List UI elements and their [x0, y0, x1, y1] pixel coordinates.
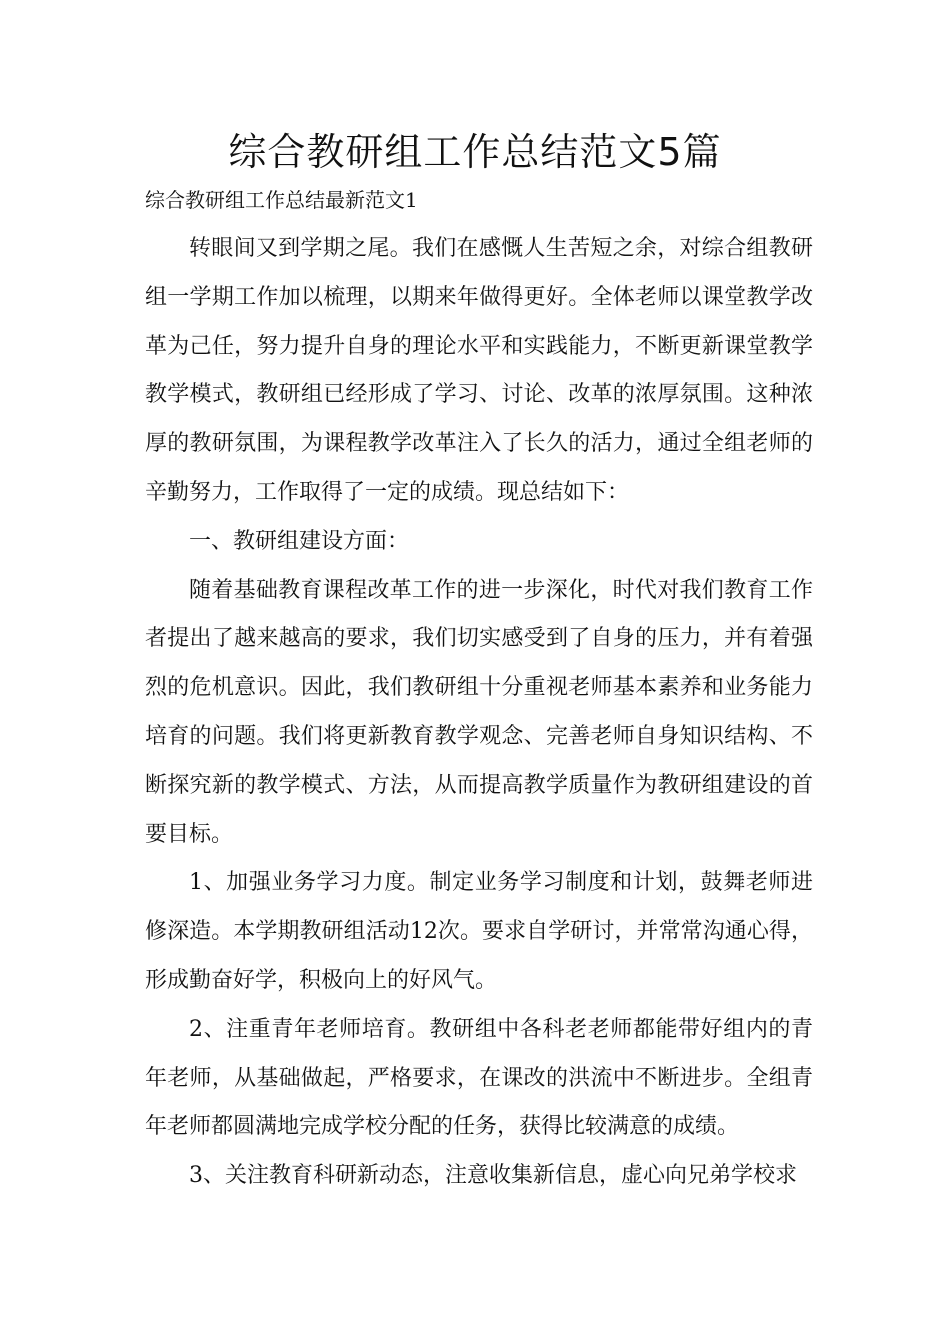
paragraph-item-2: 2、注重青年老师培育。教研组中各科老老师都能带好组内的青年老师，从基础做起，严格要求，在课改的洪流中不断进步。全组青年老师都圆满地完成学校分配的任务，获得比较满意的成绩。	[145, 1016, 813, 1140]
document-title: 综合教研组工作总结范文5篇	[228, 130, 722, 174]
section-heading: 一、教研组建设方面：	[189, 528, 410, 554]
paragraph-item-1: 1、加强业务学习力度。制定业务学习制度和计划，鼓舞老师进修深造。本学期教研组活动12次。要求自学研讨，并常常沟通心得，形成勤奋好学，积极向上的好风气。	[145, 870, 813, 993]
paragraph-intro: 转眼间又到学期之尾。我们在感慨人生苦短之余，对综合组教研组一学期工作加以梳理，以期来年做得更好。全体老师以课堂教学改革为己任，努力提升自身的理论水平和实践能力，不断更新课堂教学教学模式，教研组已经形成了学习、讨论、改革的浓厚氛围。这种浓厚的教研氛围，为课程教学改革注入了长久的活力，通过全组老师的辛勤努力，工作取得了一定的成绩。现总结如下：	[145, 236, 813, 505]
document-body	[145, 225, 813, 1201]
document-subtitle: 综合教研组工作总结最新范文1	[145, 188, 418, 212]
paragraph-section-1: 随着基础教育课程改革工作的进一步深化，时代对我们教育工作者提出了越来越高的要求，我们切实感受到了自身的压力，并有着强烈的危机意识。因此，我们教研组十分重视老师基本素养和业务能力培育的问题。我们将更新教育教学观念、完善老师自身知识结构、不断探究新的教学模式、方法，从而提高教学质量作为教研组建设的首要目标。	[145, 577, 813, 847]
paragraph-item-3: 3、关注教育科研新动态，注意收集新信息，虚心向兄弟学校求	[189, 1163, 797, 1189]
